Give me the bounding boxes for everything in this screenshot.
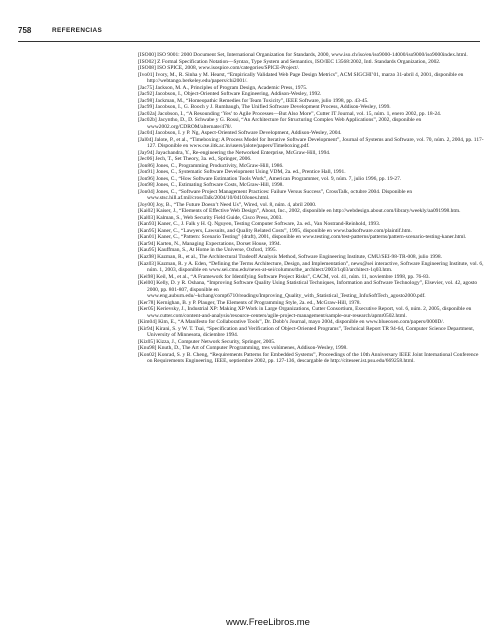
reference-entry: [Kan01] Kaner, C., “Pattern: Scenario Testing” (draft), 2001, disponible en www.testing.com/test-patterns/patterns/pattern-scenario-testing-kaner.html. <box>138 234 467 241</box>
reference-entry: [Knu98] Knuth, D., The Art of Computer Programming, tres volúmenes, Addison-Wesley, 1998. <box>138 345 348 352</box>
reference-entry: [Jon96] Jones, C., “How Software Estimation Tools Work”, American Programmer, vol. 9, núm. 7, julio 1996, pp. 19-27. <box>138 175 402 182</box>
reference-entry: [Kal03] Kalman, S., Web Security Field Guide, Cisco Press, 2003. <box>138 214 283 221</box>
reference-entry: [Jec06] Jech, T., Set Theory, 3a. ed., Springer, 2006. <box>138 156 252 163</box>
reference-entry: [Ker78] Kernighan, B. y P. Plauger, The Elements of Programming Style, 2a. ed., McGraw-Hill, 1978. <box>138 299 361 306</box>
reference-entry: [ISO02] Z Formal Specification Notation—Syntax, Type System and Semantics, ISO/IEC 13568:2002, Intl. Standards Organization, 2002. <box>138 58 441 65</box>
reference-list <box>138 52 484 365</box>
page-number: 758 <box>18 26 32 35</box>
reference-entry: [Jon86] Jones, C., Programming Productivity, McGraw-Hill, 1986. <box>138 162 284 169</box>
reference-entry: [Jac04] Jacobson, I. y P. Ng, Aspect-Oriented Software Development, Addison-Wesley, 2004. <box>138 130 342 137</box>
footer-watermark: www.FreeLibros.me <box>226 617 310 628</box>
reference-entry: [Kan93] Kaner, C., J. Falk y H. Q. Nguyen, Testing Computer Software, 2a. ed., Van Nostrand-Reinhold, 1993. <box>138 221 381 228</box>
reference-entry: [Kir94] Kirani, S. y W. T. Tsai, “Specification and Verification of Object-Oriented Programs”, Technical Report TR 94-64, Computer Science Department, University of Minnesota, diciembre 1994. <box>138 325 475 339</box>
section-title: REFERENCIAS <box>52 27 103 34</box>
reference-entry: [Jal04] Jalote, P., et al., “Timeboxing: A Process Model for Iterative Software Development”, Journal of Systems and Software, vol. 70, núm. 2, 2004, pp. 117-127. Disponible en www.cse.iitk.ac.in/users/jalote/papers/Timeboxing.pdf. <box>138 136 484 150</box>
header-rule <box>18 41 480 42</box>
reference-entry: [Jac98] Jackman, M., “Homeopathic Remedies for Team Toxicity”, IEEE Software, julio 1998, pp. 43-45. <box>138 97 369 104</box>
reference-entry: [Jon98] Jones, C., Estimating Software Costs, McGraw-Hill, 1998. <box>138 182 284 189</box>
reference-entry: [Kiz05] Kizza, J., Computer Network Security, Springer, 2005. <box>138 338 276 345</box>
reference-entry: [Kei98] Keil, M., et al., “A Framework for Identifying Software Project Risks”, CACM, vol. 41, núm. 11, noviembre 1998, pp. 76-83. <box>138 273 430 280</box>
reference-entry: [ISO00] ISO 9001: 2000 Document Set, International Organization for Standards, 2000, www.iso.ch/iso/en/iso9000-14000/iso9000/iso9000index.html. <box>138 52 468 58</box>
reference-entry: [Kaz03] Kazman, R. y A. Eden, “Defining the Terms Architecture, Design, and Implementation”, news@sei interactive, Software Engineering Institute, vol. 6, núm. 1, 2003, disponible en www.sei.cmu.edu/news-at-sei/columns/the_architect/2003/1q03/architect-1q03.htm. <box>138 260 484 274</box>
reference-entry: [Jay94] Jayachandra, Y., Re-engineering the Networked Enterprise, McGraw-Hill, 1994. <box>138 149 331 156</box>
reference-entry: [ISO08] ISO SPICE, 2008, www.isospice.com/categories/SPICE-Project/. <box>138 65 300 72</box>
running-header <box>18 26 480 40</box>
reference-entry: [Jac92] Jacobson, I., Object-Oriented Software Engineering, Addison-Wesley, 1992. <box>138 91 322 98</box>
reference-entry: [Kel00] Kelly, D. y R. Oshana, “Improving Software Quality Using Statistical Techniques, Information and Software Technology”, Elsevier, vol. 42, agosto 2000, pp. 801-807, disponible en www.eng.auburn.edu/~kchang/comp6710/readings/Improving_Quality_with_Statistical_Testing_InfoSoftTech_agosto2000.pdf. <box>138 280 478 300</box>
reference-entry: [Ker05] Kerievsky, J., Industrial XP: Making XP Work in Large Organizations, Cutter Consortium, Executive Report, vol. 6, núm. 2, 2005, disponible en www.cutter.com/content-and-analysis/resource-centers/agile-project-management/sample-our-research/apmr0502.html. <box>138 306 472 319</box>
reference-entry: [Kan95] Kaner, C., “Lawyers, Lawsuits, and Quality Related Costs”, 1995, disponible en www.badsoftware.com/plaintif.htm. <box>138 227 412 234</box>
reference-entry: [Kai02] Kaiser, J., “Elements of Effective Web Design”, About, Inc., 2002, disponible en http://webdesign.about.com/library/weekly/aa091998.htm. <box>138 208 461 215</box>
reference-entry: [Jac99] Jacobson, I., G. Booch y J. Rumbaugh, The Unified Software Development Process, Addison-Wesley, 1999. <box>138 104 391 111</box>
reference-entry: [Jon04] Jones, C., “Software Project Management Practices: Failure Versus Success”, CrossTalk, octubre 2004. Disponible en www.stsc.hill.af.mil/crossTalk/2004/10/0410Jones.html. <box>138 188 413 202</box>
reference-entry: [Ivo01] Ivory, M., R. Sinha y M. Hearst, “Empirically Validated Web Page Design Metrics”, ACM SIGCHI’01, marzo 31-abril 4, 2001, disponible en http://webtango.berkeley.edu/papers/chi2001/. <box>138 71 464 85</box>
reference-entry: [Kim04] Kim, E., “A Manifesto for Collaborative Tools”, Dr. Dobb’s Journal, mayo 2004, disponible en www.blueoxen.com/papers/0000D/. <box>138 319 445 326</box>
reference-entry: [Kar94] Karten, N., Managing Expectations, Dorset House, 1994. <box>138 240 281 247</box>
reference-entry: [Jac02b] Jacyntho, D., D. Schwabe y G. Rossi, “An Architecture for Structuring Complex Web Applications”, 2002, disponible en www2002.org/CDROM/alternate/478/. <box>138 117 422 130</box>
reference-entry: [Kaz98] Kazman, R., et al., The Architectural Tradeoff Analysis Method, Software Engineering Institute, CMU/SEI-98-TR-008, julio 1998. <box>138 253 442 260</box>
reference-entry: [Jac75] Jackson, M. A., Principles of Program Design, Academic Press, 1975. <box>138 84 308 91</box>
reference-entry: [Kon02] Konrad, S. y B. Cheng, “Requirements Patterns for Embedded Systems”, Proceedings of the 10th Anniversary IEEE Joint International Conference on Requirements Engineering, IEEE, septiembre 2002, pp. 127-136, descargable de http://citeseer.ist.psu.edu/669258.html. <box>138 351 479 365</box>
reference-entry: [Jon91] Jones, C., Systematic Software Development Using VDM, 2a. ed., Prentice Hall, 1991. <box>138 169 346 176</box>
reference-entry: [Jac02a] Jacobson, I., “A Resounding ‘Yes’ to Agile Processes—But Also More”, Cutter IT Journal, vol. 15, núm. 1, enero 2002, pp. 18-24. <box>138 110 442 117</box>
reference-entry: [Kau95] Kauffman, S., At Home in the Universe, Oxford, 1995. <box>138 247 277 254</box>
reference-entry: [Joy00] Joy, B., “The Future Doesn’t Need Us”, Wired, vol. 8, núm. 4, abril 2000. <box>138 201 317 208</box>
